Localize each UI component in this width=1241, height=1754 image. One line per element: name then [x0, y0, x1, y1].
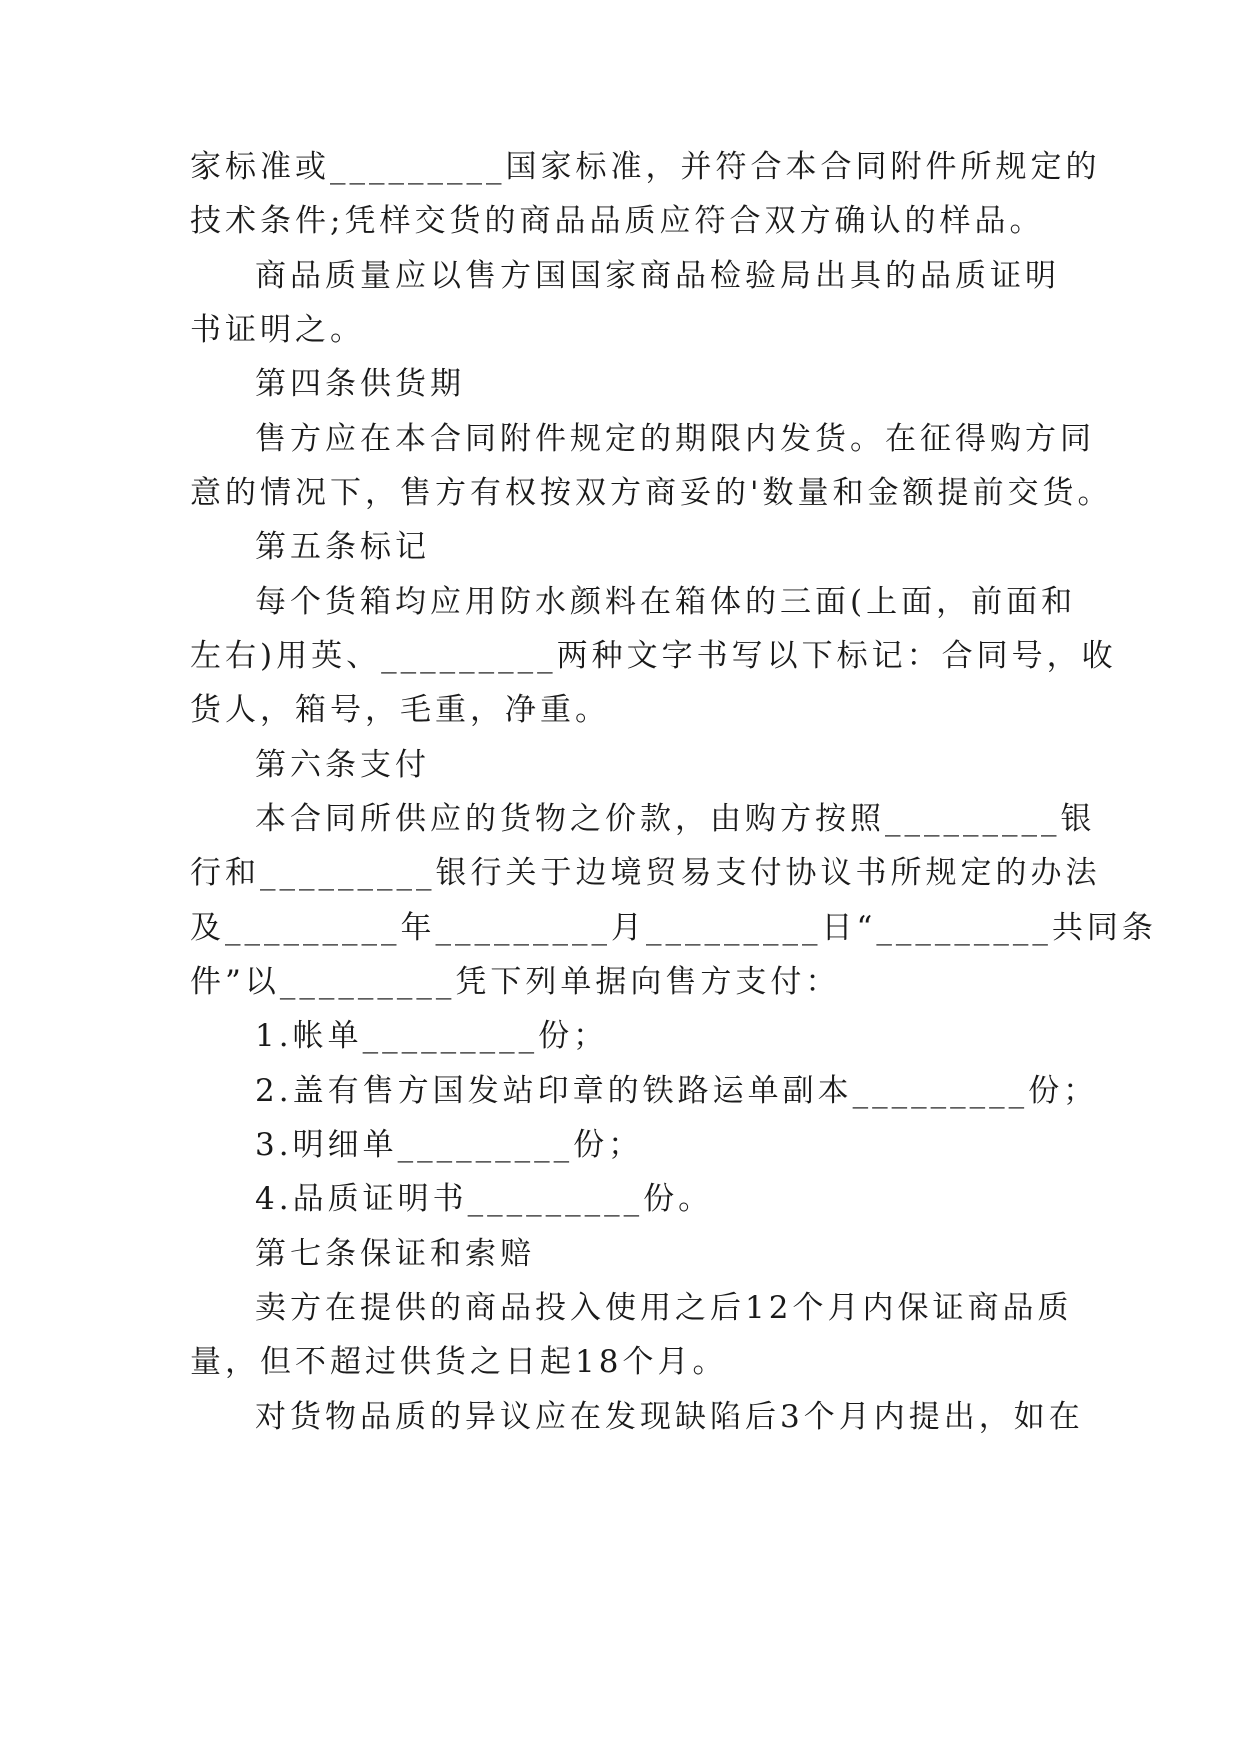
list-item: 1.帐单_________份； — [255, 1018, 609, 1054]
paragraph-line: 意的情况下，售方有权按双方商妥的'数量和金额提前交货。 — [190, 475, 1113, 511]
section-heading-4: 第四条供货期 — [255, 366, 465, 402]
paragraph-line: 及_________年_________月_________日“_________共同条 — [190, 910, 1157, 946]
paragraph-line: 每个货箱均应用防水颜料在箱体的三面(上面，前面和 — [255, 584, 1077, 620]
section-heading-6: 第六条支付 — [255, 747, 430, 783]
paragraph-line: 售方应在本合同附件规定的期限内发货。在征得购方同 — [255, 421, 1095, 457]
paragraph-line: 货人，箱号，毛重，净重。 — [190, 692, 610, 728]
paragraph-line: 左右)用英、_________两种文字书写以下标记：合同号，收 — [190, 638, 1117, 674]
paragraph-line: 行和_________银行关于边境贸易支付协议书所规定的办法 — [190, 855, 1101, 891]
paragraph-line: 书证明之。 — [190, 312, 365, 348]
list-item: 4.品质证明书_________份。 — [255, 1181, 714, 1217]
paragraph-line: 卖方在提供的商品投入使用之后12个月内保证商品质 — [255, 1290, 1073, 1326]
paragraph-line: 量，但不超过供货之日起18个月。 — [190, 1344, 728, 1380]
list-item: 3.明细单_________份； — [255, 1127, 644, 1163]
list-item: 2.盖有售方国发站印章的铁路运单副本_________份； — [255, 1073, 1099, 1109]
paragraph-line: 技术条件;凭样交货的商品品质应符合双方确认的样品。 — [190, 203, 1045, 239]
paragraph-line: 对货物品质的异议应在发现缺陷后3个月内提出，如在 — [255, 1399, 1084, 1435]
paragraph-line: 商品质量应以售方国国家商品检验局出具的品质证明 — [255, 258, 1060, 294]
paragraph-line: 家标准或_________国家标准，并符合本合同附件所规定的 — [190, 149, 1101, 185]
paragraph-line: 本合同所供应的货物之价款，由购方按照_________银 — [255, 801, 1096, 837]
section-heading-5: 第五条标记 — [255, 529, 430, 565]
paragraph-line: 件”以_________凭下列单据向售方支付： — [190, 964, 841, 1000]
section-heading-7: 第七条保证和索赔 — [255, 1236, 535, 1272]
